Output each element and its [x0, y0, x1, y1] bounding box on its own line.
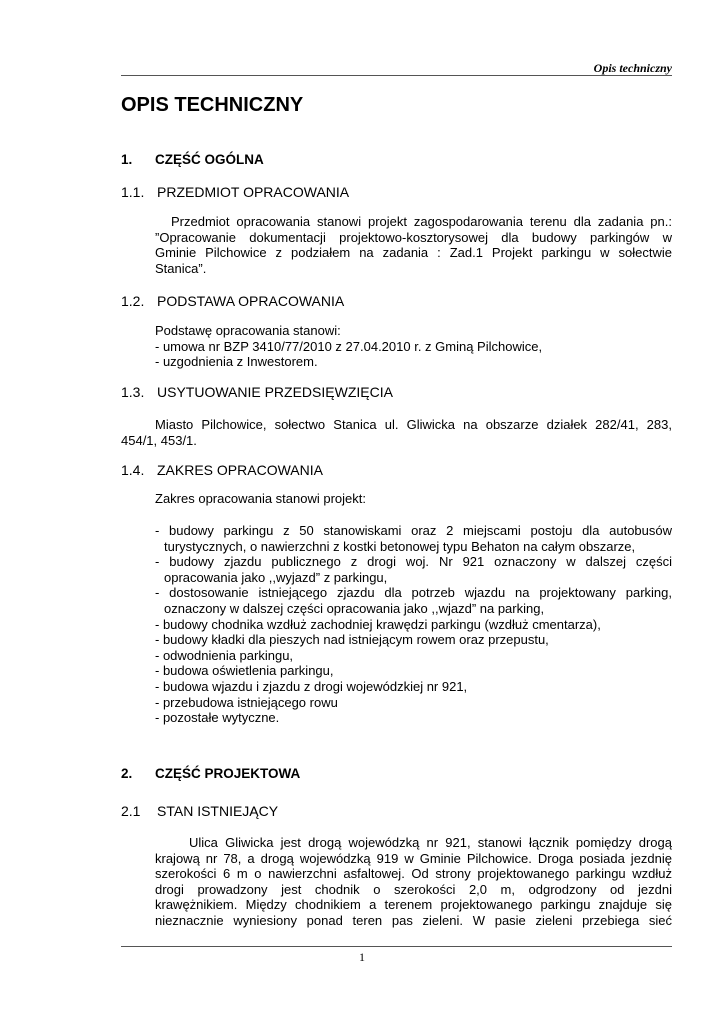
paragraph-line: - uzgodnienia z Inwestorem.: [155, 354, 318, 370]
paragraph-line: Podstawę opracowania stanowi:: [155, 323, 341, 338]
section-2-heading: [121, 766, 300, 782]
list-item: [155, 554, 672, 585]
list-item: - odwodnienia parkingu,: [155, 647, 294, 663]
paragraph-line: 454/1, 453/1.: [121, 432, 197, 448]
list-item-line: - budowy parkingu z 50 stanowiskami oraz 2 miejscami postoju dla autobusów: [155, 523, 672, 538]
paragraph-line: Stanica”.: [155, 260, 207, 276]
list-item-line: oznaczony w dalszej części opracowania jako ,,wjazd” na parking,: [164, 600, 545, 616]
subsection-1-3-number: 1.3.: [121, 384, 145, 400]
list-item: [155, 523, 672, 554]
paragraph-line: ”Opracowanie dokumentacji projektowo-kosztorysowej dla budowy parkingów w: [155, 229, 672, 245]
subsection-1-4-title: ZAKRES OPRACOWANIA: [157, 462, 323, 478]
subsection-1-2-number: 1.2.: [121, 293, 145, 309]
list-item-line: - dostosowanie istniejącego zjazdu dla potrzeb wjazdu na projektowany parking,: [155, 585, 672, 601]
subsection-2-1-number: 2.1: [121, 803, 141, 819]
subsection-1-3-heading: [121, 384, 393, 401]
paragraph-line: krajową nr 78, a drogą wojewódzką 919 w Gminie Pilchowice. Droga posiada jezdnię: [155, 850, 672, 866]
list-item: - budowy chodnika wzdłuż zachodniej krawędzi parkingu (wzdłuż cmentarza),: [155, 616, 601, 632]
paragraph-line: nieznacznie wyniesiony ponad teren pas zieleni. W pasie zieleni przebiega sieć: [155, 912, 672, 928]
list-item-line: opracowania jako ,,wyjazd” z parkingu,: [164, 569, 388, 585]
list-item: - budowa wjazdu i zjazdu z drogi wojewódzkiej nr 921,: [155, 678, 468, 694]
subsection-1-3-paragraph: [121, 417, 672, 448]
subsection-1-3-title: USYTUOWANIE PRZEDSIĘWZIĘCIA: [157, 384, 393, 400]
subsection-1-2-heading: [121, 293, 344, 310]
subsection-1-2-paragraph: [155, 323, 672, 370]
section-1-heading: [121, 152, 264, 168]
section-2-number: 2.: [121, 766, 133, 781]
section-1-title: CZĘŚĆ OGÓLNA: [155, 152, 264, 167]
subsection-1-4-heading: [121, 462, 323, 479]
list-item: - przebudowa istniejącego rowu: [155, 694, 338, 710]
paragraph-line: Ulica Gliwicka jest drogą wojewódzką nr 921, stanowi łącznik pomiędzy drogą: [189, 835, 672, 850]
subsection-1-1-paragraph: [155, 214, 672, 276]
document-title: OPIS TECHNICZNY: [121, 94, 304, 116]
list-item-line: - budowy zjazdu publicznego z drogi woj. Nr 921 oznaczony w dalszej części: [155, 554, 672, 570]
subsection-1-1-heading: [121, 184, 349, 201]
section-1-number: 1.: [121, 152, 133, 167]
subsection-2-1-title: STAN ISTNIEJĄCY: [157, 803, 279, 819]
section-2-title: CZĘŚĆ PROJEKTOWA: [155, 766, 301, 781]
header-rule: [121, 75, 672, 76]
subsection-1-4-number: 1.4.: [121, 462, 145, 478]
subsection-1-4-intro: Zakres opracowania stanowi projekt:: [155, 491, 366, 506]
list-item-line: turystycznych, o nawierzchni z kostki betonowej typu Behaton na całym obszarze,: [164, 538, 636, 554]
paragraph-line: Przedmiot opracowania stanowi projekt zagospodarowania terenu dla zadania pn.:: [171, 214, 672, 229]
paragraph-line: drogi prowadzony jest chodnik o szerokości 2,0 m, odgrodzony od jezdni: [155, 881, 672, 897]
list-item: - pozostałe wytyczne.: [155, 710, 280, 726]
page-number: 1: [359, 950, 365, 964]
paragraph-line: - umowa nr BZP 3410/77/2010 z 27.04.2010 r. z Gminą Pilchowice,: [155, 338, 543, 354]
subsection-2-1-heading: [121, 803, 278, 820]
subsection-1-1-number: 1.1.: [121, 184, 145, 200]
paragraph-line: Miasto Pilchowice, sołectwo Stanica ul. Gliwicka na obszarze działek 282/41, 283,: [155, 417, 672, 432]
subsection-2-1-paragraph: [155, 835, 672, 929]
list-item: - budowa oświetlenia parkingu,: [155, 663, 334, 679]
paragraph-line: krawężnikiem. Między chodnikiem a terenem projektowanego parkingu znajduje się: [155, 897, 672, 913]
list-item: - budowy kładki dla pieszych nad istniejącym rowem oraz przepustu,: [155, 632, 549, 648]
paragraph-line: Gminie Pilchowice z podziałem na zadania : Zad.1 Projekt parkingu w sołectwie: [155, 245, 672, 261]
list-item: [155, 585, 672, 616]
footer-rule: [121, 946, 672, 947]
subsection-1-2-title: PODSTAWA OPRACOWANIA: [157, 293, 345, 309]
subsection-1-1-title: PRZEDMIOT OPRACOWANIA: [157, 184, 350, 200]
running-header: Opis techniczny: [593, 61, 672, 75]
scope-list: [155, 523, 672, 726]
paragraph-line: szerokości 6 m o nawierzchni asfaltowej. Od strony projektowanego parkingu wzdłuż: [155, 866, 672, 882]
